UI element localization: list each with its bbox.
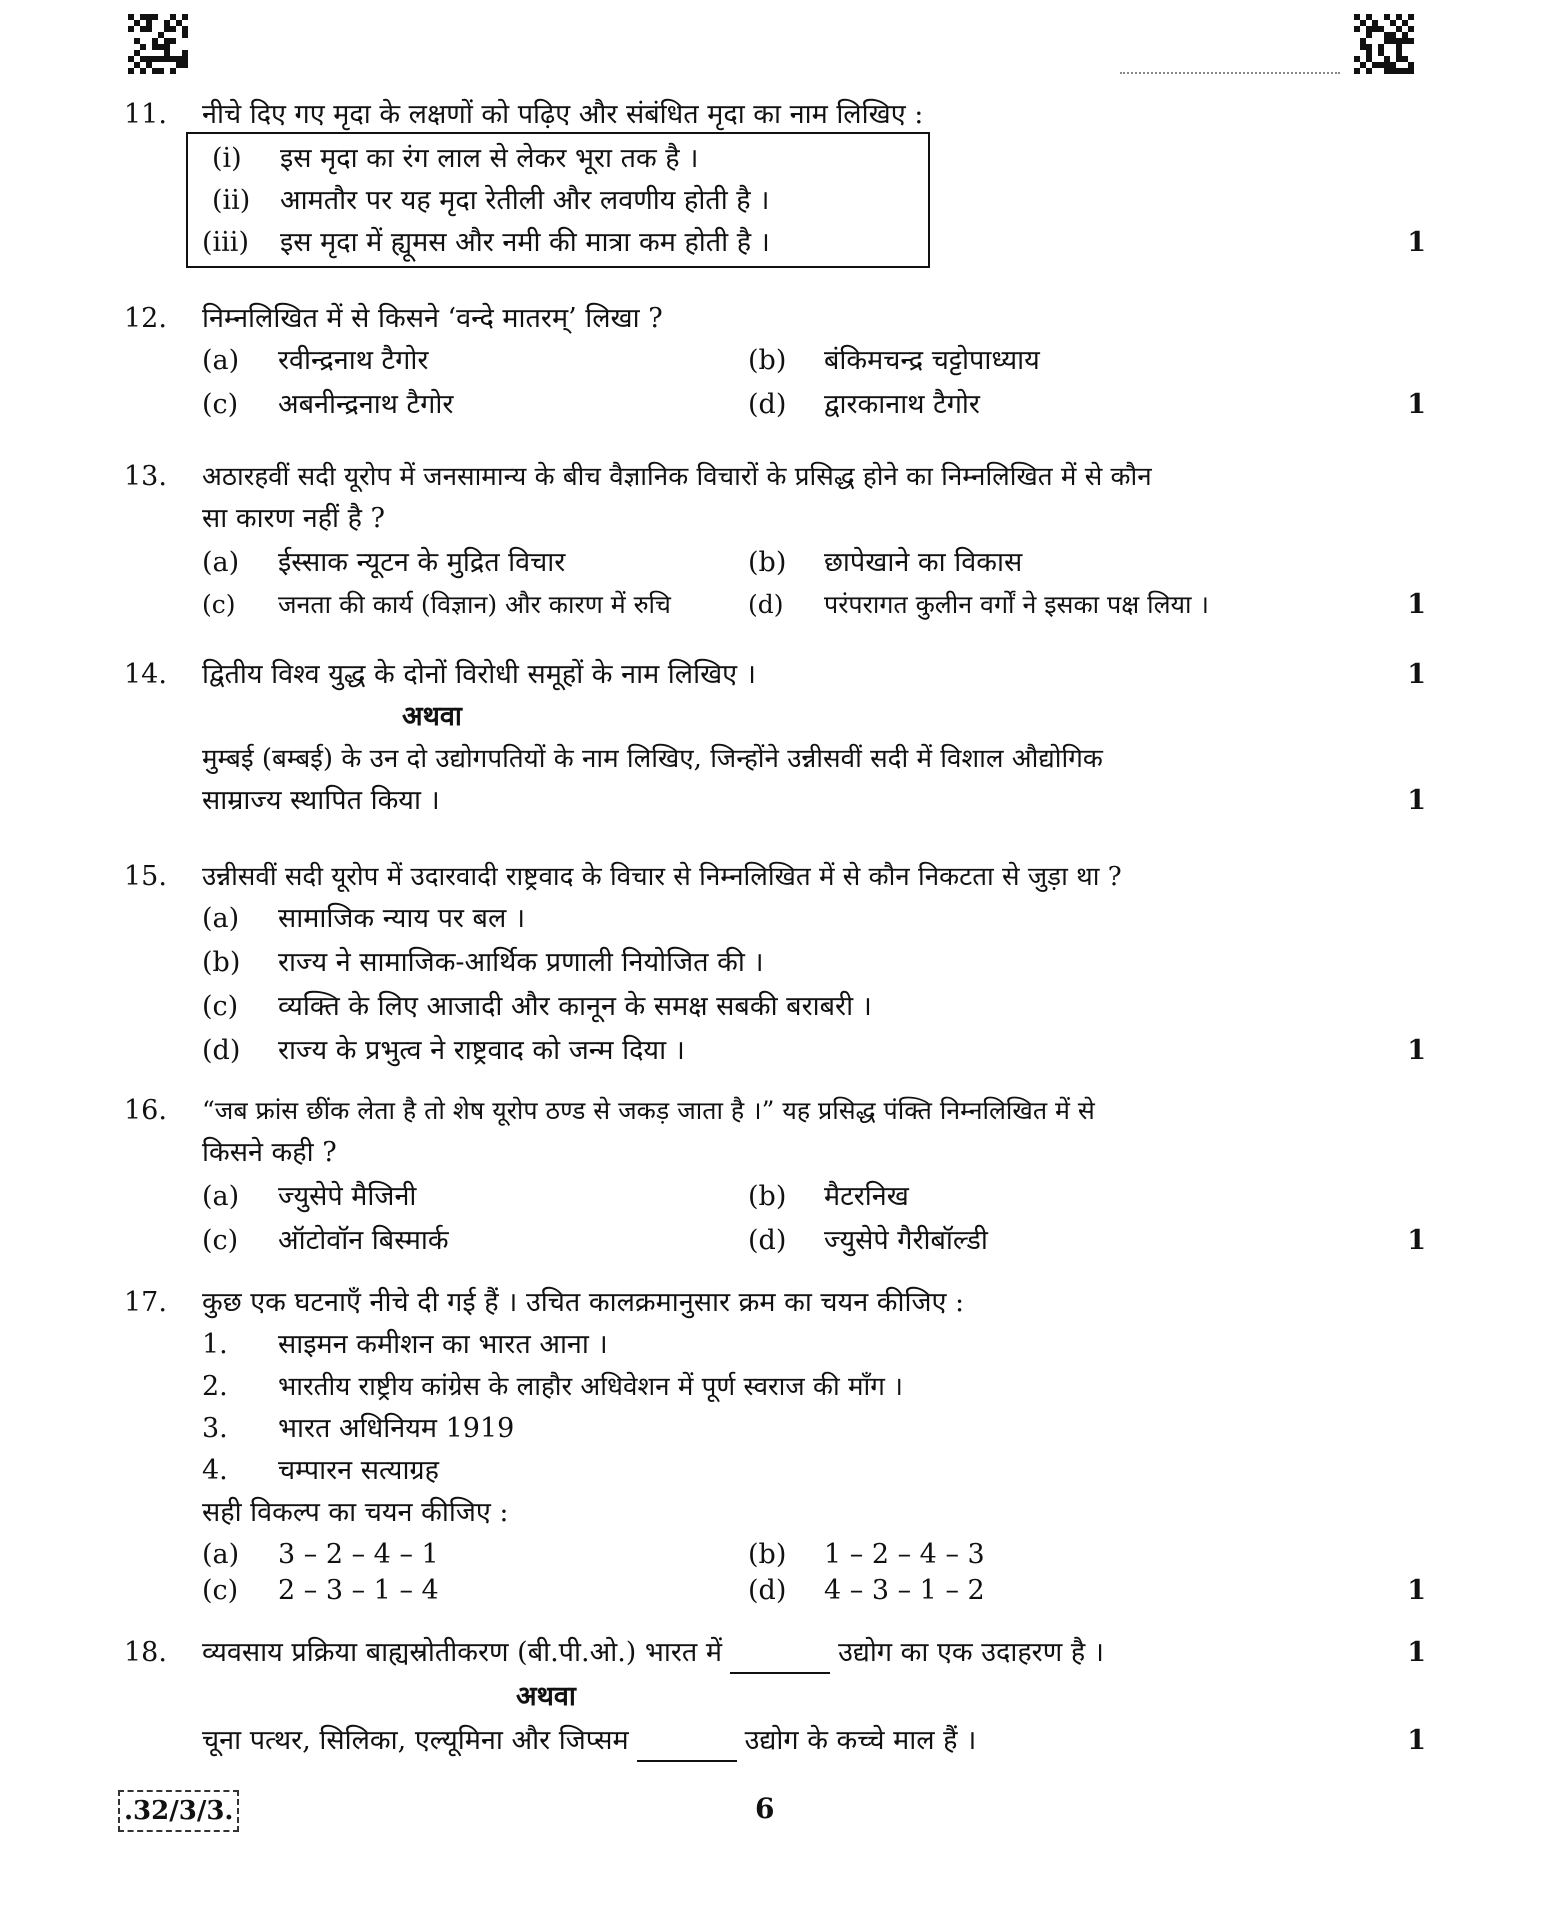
- option-label: (d): [748, 1225, 787, 1256]
- option-label: (b): [748, 1181, 787, 1212]
- question-number: 11.: [124, 99, 167, 130]
- option-label: (a): [202, 1539, 240, 1570]
- option-text: व्यक्ति के लिए आजादी और कानून के समक्ष सबकी बराबरी ।: [278, 991, 872, 1022]
- marks: 1: [1407, 227, 1426, 258]
- question-text: द्वितीय विश्व युद्ध के दोनों विरोधी समूहों के नाम लिखिए ।: [202, 659, 756, 690]
- option-label: (a): [202, 547, 240, 578]
- question-number: 17.: [124, 1287, 167, 1318]
- page-number: 6: [755, 1792, 775, 1825]
- fill-blank: [730, 1642, 830, 1674]
- option-label: (c): [202, 1575, 239, 1606]
- option-text: ईस्साक न्यूटन के मुद्रित विचार: [278, 547, 566, 578]
- question-text: व्यवसाय प्रक्रिया बाह्यस्रोतीकरण (बी.पी.ओ.) भारत में: [202, 1637, 723, 1668]
- alternative-text: साम्राज्य स्थापित किया ।: [202, 785, 440, 816]
- option-text: बंकिमचन्द्र चट्टोपाध्याय: [824, 345, 1040, 376]
- alternative-text: मुम्बई (बम्बई) के उन दो उद्योगपतियों के नाम लिखिए, जिन्होंने उन्नीसवीं सदी में विशाल औद्योगिक: [202, 744, 1103, 774]
- or-label: अथवा: [516, 1681, 576, 1712]
- marks: 1: [1407, 389, 1426, 420]
- option-text: ज्युसेपे मैजिनी: [278, 1181, 417, 1212]
- marks: 1: [1407, 1575, 1426, 1606]
- option-label: (d): [748, 389, 787, 420]
- marks: 1: [1407, 659, 1426, 690]
- question-number: 15.: [124, 861, 167, 892]
- qr-code-left: [128, 14, 188, 74]
- question-text-line: [202, 1632, 1352, 1674]
- option-label: (c): [202, 991, 239, 1022]
- option-text: 4 – 3 – 1 – 2: [824, 1575, 985, 1606]
- fill-blank: [637, 1730, 737, 1762]
- option-text: द्वारकानाथ टैगोर: [824, 389, 980, 420]
- option-label: (c): [202, 1225, 239, 1256]
- option-label: (b): [748, 345, 787, 376]
- question-number: 18.: [124, 1637, 167, 1668]
- question-text: सा कारण नहीं है ?: [202, 503, 385, 534]
- dotted-line: [1120, 72, 1340, 74]
- question-number: 12.: [124, 303, 167, 334]
- or-label: अथवा: [402, 701, 462, 732]
- option-text: राज्य के प्रभुत्व ने राष्ट्रवाद को जन्म दिया ।: [278, 1035, 685, 1066]
- question-number: 13.: [124, 461, 167, 492]
- alternative-text: चूना पत्थर, सिलिका, एल्यूमिना और जिप्सम: [202, 1725, 629, 1756]
- option-text: परंपरागत कुलीन वर्गों ने इसका पक्ष लिया ।: [824, 590, 1209, 619]
- option-text: राज्य ने सामाजिक-आर्थिक प्रणाली नियोजित की ।: [278, 947, 764, 978]
- option-label: (b): [202, 947, 241, 978]
- marks: 1: [1407, 1225, 1426, 1256]
- marks: 1: [1407, 589, 1426, 620]
- question-text: “जब फ्रांस छींक लेता है तो शेष यूरोप ठण्ड से जकड़ जाता है ।” यह प्रसिद्ध पंक्ति निम्नलिखित में से: [202, 1096, 1095, 1125]
- paper-code: .32/3/3.: [118, 1790, 239, 1832]
- option-label: (a): [202, 345, 240, 376]
- option-text: 3 – 2 – 4 – 1: [278, 1539, 439, 1570]
- marks: 1: [1407, 1035, 1426, 1066]
- option-label: (b): [748, 1539, 787, 1570]
- option-text: मैटरनिख: [824, 1181, 909, 1212]
- question-text: कुछ एक घटनाएँ नीचे दी गई हैं । उचित कालक्रमानुसार क्रम का चयन कीजिए :: [202, 1287, 965, 1318]
- alternative-text-line: [202, 1720, 1352, 1762]
- option-text: अबनीन्द्रनाथ टैगोर: [278, 389, 454, 420]
- option-label: (c): [202, 389, 239, 420]
- option-label: (a): [202, 1181, 240, 1212]
- question-text: अठारहवीं सदी यूरोप में जनसामान्य के बीच वैज्ञानिक विचारों के प्रसिद्ध होने का निम्नलिखित में से कौन: [202, 462, 1152, 492]
- marks: 1: [1407, 1637, 1426, 1668]
- question-text: उन्नीसवीं सदी यूरोप में उदारवादी राष्ट्रवाद के विचार से निम्नलिखित में से कौन निकटता से जुड़ा था ?: [202, 862, 1122, 892]
- option-label: (d): [748, 590, 784, 619]
- question-text: नीचे दिए गए मृदा के लक्षणों को पढ़िए और संबंधित मृदा का नाम लिखिए :: [202, 99, 924, 130]
- alternative-text: उद्योग के कच्चे माल हैं ।: [744, 1725, 977, 1756]
- qr-code-right: [1354, 14, 1414, 74]
- question-text: उद्योग का एक उदाहरण है ।: [838, 1637, 1104, 1668]
- question-number: 14.: [124, 659, 167, 690]
- option-text: 2 – 3 – 1 – 4: [278, 1575, 439, 1606]
- option-text: 1 – 2 – 4 – 3: [824, 1539, 985, 1570]
- option-text: सामाजिक न्याय पर बल ।: [278, 903, 526, 934]
- question-text: किसने कही ?: [202, 1137, 337, 1168]
- option-label: (d): [748, 1575, 787, 1606]
- option-label: (c): [202, 590, 236, 619]
- option-text: ऑटोवॉन बिस्मार्क: [278, 1225, 449, 1256]
- question-text: निम्नलिखित में से किसने ‘वन्दे मातरम्’ लिखा ?: [202, 303, 663, 334]
- marks: 1: [1407, 1725, 1426, 1756]
- option-text: छापेखाने का विकास: [824, 547, 1023, 578]
- marks: 1: [1407, 785, 1426, 816]
- instruction-text: सही विकल्प का चयन कीजिए :: [202, 1497, 509, 1528]
- option-label: (a): [202, 903, 240, 934]
- question-number: 16.: [124, 1095, 167, 1126]
- option-label: (b): [748, 547, 787, 578]
- option-label: (d): [202, 1035, 241, 1066]
- option-text: ज्युसेपे गैरीबॉल्डी: [824, 1225, 988, 1256]
- option-text: जनता की कार्य (विज्ञान) और कारण में रुचि: [278, 590, 671, 619]
- option-text: रवीन्द्रनाथ टैगोर: [278, 345, 429, 376]
